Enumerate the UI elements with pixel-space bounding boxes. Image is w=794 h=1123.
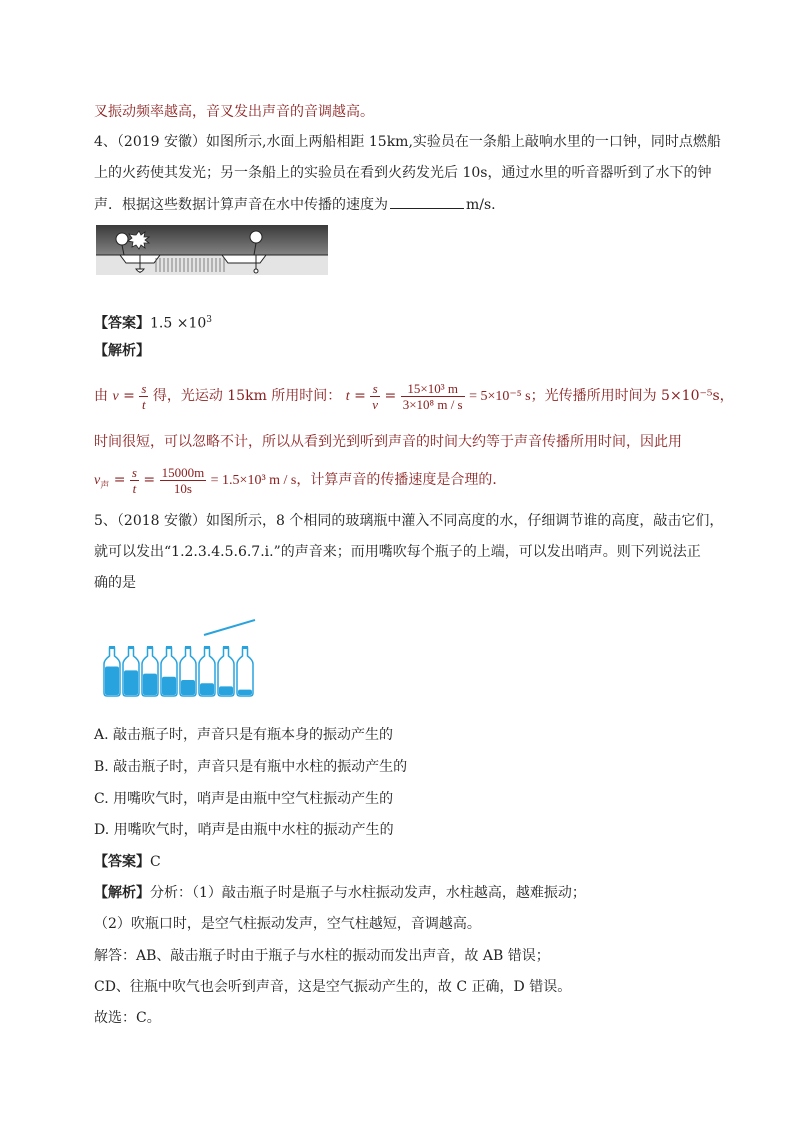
bottle <box>237 646 253 696</box>
water-fill <box>200 683 214 695</box>
q5-line-3: 确的是 <box>94 575 136 591</box>
f3-frac-st: $\frac{s}{t}$ <box>131 464 137 496</box>
f1-text: 得，光运动 15km 所用时间： <box>152 388 342 404</box>
q4-unit: m/s. <box>466 197 496 213</box>
f1-frac-st: $\frac{s}{t}$ <box>141 380 147 412</box>
f1-result: = 5×10⁻⁵ s <box>469 389 531 404</box>
answer-tag: 【答案】 <box>94 854 150 870</box>
bottle <box>199 646 215 696</box>
formula-line-3 <box>94 462 506 504</box>
boats-svg <box>96 225 328 275</box>
q4-line-1: 4、（2019 安徽）如图所示,水面上两船相距 15km,实验员在一条船上敲响水里的一口钟，同时点燃船 <box>94 134 721 150</box>
q5-line-1: 5、（2018 安徽）如图所示，8 个相同的玻璃瓶中灌入不同高度的水，仔细调节谁的高度，敲击它们， <box>94 513 724 529</box>
f1-c-t: t <box>345 389 350 404</box>
f1-v: v <box>112 389 119 404</box>
formula-line-1 <box>94 378 734 415</box>
bottle <box>142 646 158 696</box>
f1-c-eq2: = <box>384 388 397 404</box>
f1-prefix: 由 <box>94 388 108 404</box>
analysis-5-line-5: 故选：C。 <box>94 1010 161 1026</box>
analysis-tag: 【解析】 <box>94 885 150 901</box>
water-fill <box>162 677 176 695</box>
continuation-line: 叉振动频率越高，音叉发出声音的音调越高。 <box>94 104 374 120</box>
water-fill <box>238 690 252 695</box>
f1-c-eq: = <box>354 388 366 404</box>
bottle <box>180 646 196 696</box>
answer-5 <box>94 853 161 871</box>
formula-line-2: 时间很短，可以忽略不计，所以从看到光到听到声音的时间大约等于声音传播所用时间，因此用 <box>94 434 682 450</box>
q4-line-2: 上的火药使其发光；另一条船上的实验员在看到火药发光后 10s，通过水里的听音器听到了水下的钟 <box>94 165 712 181</box>
boats-illustration <box>96 225 328 275</box>
bottles-svg <box>100 618 260 700</box>
bottle <box>218 646 234 696</box>
f1-frac-values: $\frac{\text{15×10³ m}}{\text{3×10⁸ m / s}}$ <box>402 380 463 412</box>
analysis-5-line-1 <box>94 884 586 902</box>
analysis-5-line-4: CD、往瓶中吹气也会听到声音，这是空气振动产生的，故 C 正确，D 错误。 <box>94 979 572 995</box>
q5-line-2: 就可以发出“1.2.3.4.5.6.7.i.”的声音来；而用嘴吹每个瓶子的上端，可以发出哨声。则下列说法正 <box>94 544 701 560</box>
bottle <box>161 646 177 696</box>
f3-frac-values: $\frac{15000m}{10s}$ <box>161 464 205 496</box>
f3-eq: = <box>113 472 126 488</box>
f3-tail: ，计算声音的传播速度是合理的． <box>296 472 507 488</box>
f3-result: = 1.5×10³ m / s <box>210 473 297 488</box>
water-fill <box>124 670 138 695</box>
blow-straw <box>204 620 255 635</box>
water-fill <box>143 674 157 695</box>
answer-value: 1.5 ×10 <box>150 315 207 332</box>
answer-tag: 【答案】 <box>94 315 150 332</box>
answer-4 <box>94 311 212 333</box>
analysis-5-line-3: 解答：AB、敲击瓶子时由于瓶子与水柱的振动而发出声音，故 AB 错误； <box>94 948 550 964</box>
q4-line-3 <box>94 196 496 214</box>
answer-exponent: 3 <box>206 315 212 325</box>
f3-sub: 声 <box>100 480 110 491</box>
answer-value: C <box>150 854 161 870</box>
f3-eq2: = <box>143 472 156 488</box>
q4-line-3-text: 声．根据这些数据计算声音在水中传播的速度为 <box>94 197 388 213</box>
f1-frac-sv: $\frac{s}{v}$ <box>372 380 379 412</box>
option-a: A. 敲击瓶子时，声音只是有瓶本身的振动产生的 <box>94 727 394 743</box>
f3-v: v <box>94 473 101 488</box>
f1-tail: ；光传播所用时间为 5×10⁻⁵s， <box>530 388 734 404</box>
f1-eq: = <box>123 388 135 404</box>
analysis-tag-4: 【解析】 <box>94 343 150 359</box>
bottle <box>104 646 120 696</box>
water-fill <box>219 686 233 695</box>
analysis-5-line-2: （2）吹瓶口时，是空气柱振动发声，空气柱越短，音调越高。 <box>94 916 481 932</box>
option-d: D. 用嘴吹气时，哨声是由瓶中水柱的振动产生的 <box>94 822 394 838</box>
bottle <box>123 646 139 696</box>
answer-blank <box>390 196 464 209</box>
option-b: B. 敲击瓶子时，声音只是有瓶中水柱的振动产生的 <box>94 759 408 775</box>
water-fill <box>105 667 119 695</box>
water-fill <box>181 680 195 695</box>
option-c: C. 用嘴吹气时，哨声是由瓶中空气柱振动产生的 <box>94 791 394 807</box>
bottles-illustration <box>100 618 260 700</box>
analysis-text: 分析：（1）敲击瓶子时是瓶子与水柱振动发声，水柱越高，越难振动； <box>150 885 586 901</box>
